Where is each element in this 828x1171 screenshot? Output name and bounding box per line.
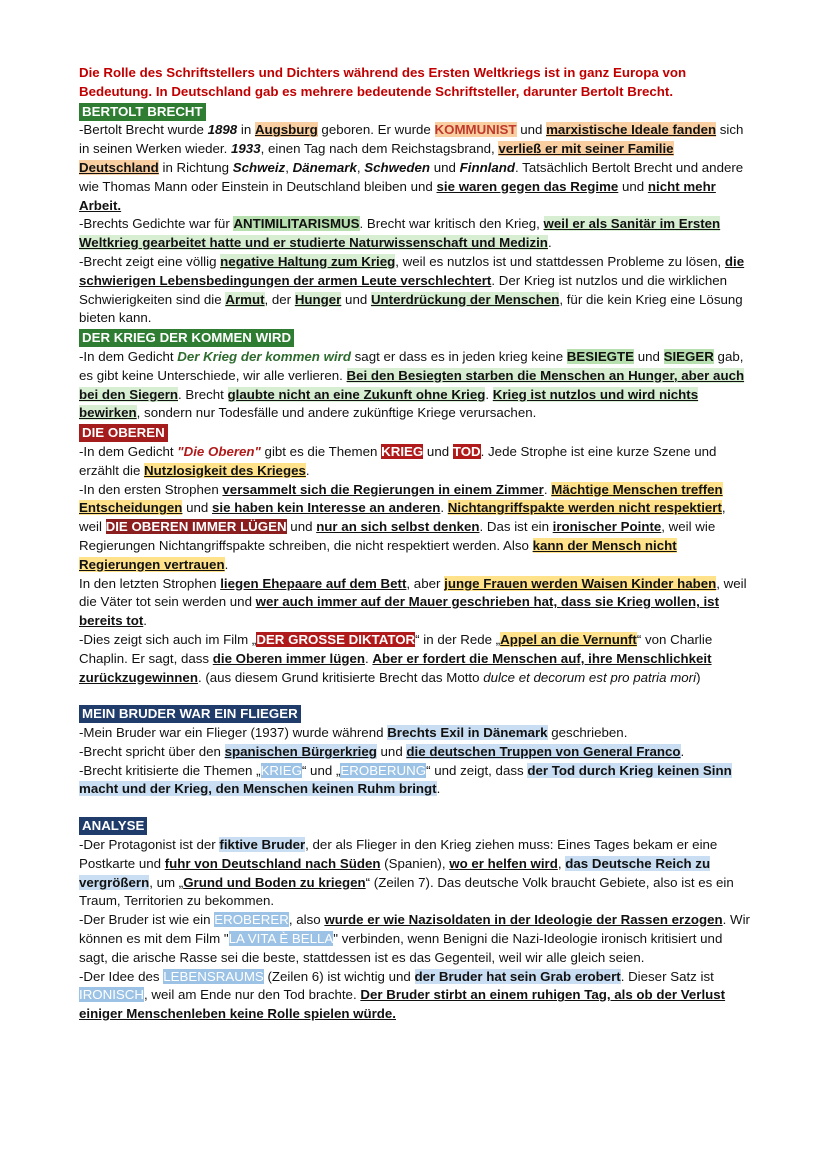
heading-bertolt-brecht: BERTOLT BRECHT xyxy=(79,103,206,121)
paragraph-grosse-diktator: -Dies zeigt sich auch im Film „DER GROSSE DIKTATOR“ in der Rede „Appel an die Vernunft“ von Charlie Chaplin. Er sagt, dass die Oberen immer lügen. Aber er fordert die Menschen auf, ihre Menschlichkeit zurückzugewinnen. (aus diesem Grund kritisierte Brecht das Motto dulce et decorum est pro patria mori) xyxy=(79,631,713,685)
heading-krieg-der-kommen-wird: DER KRIEG DER KOMMEN WIRD xyxy=(79,329,294,347)
paragraph-buergerkrieg: -Brecht spricht über den spanischen Bürgerkrieg und die deutschen Truppen von General Franco. xyxy=(79,743,685,759)
paragraph-eroberer: -Der Bruder ist wie ein EROBERER, also wurde er wie Nazisoldaten in der Ideologie der Rassen erzogen. Wir können es mit dem Film "LA VITA È BELLA" verbinden, wenn Benigni die Nazi-Ideologie ironisch kritisiert und sagt, die arische Rasse sei die beste, stattdessen ist es das Gegenteil, weil wir alle gleich seien. xyxy=(79,912,750,965)
paragraph-antimilitarismus: -Brechts Gedichte war für ANTIMILITARISMUS. Brecht war kritisch den Krieg, weil er als Sanitär im Ersten Weltkrieg gearbeitet hatte und er studierte Naturwissenschaft und Medizin. xyxy=(79,216,721,251)
paragraph-themen-krieg-eroberung: -Brecht kritisierte die Themen „KRIEG“ und „EROBERUNG“ und zeigt, dass der Tod durch Krieg keinen Sinn macht und der Krieg, den Menschen keinen Ruhm bringt. xyxy=(79,762,732,797)
heading-analyse: ANALYSE xyxy=(79,817,147,835)
paragraph-die-oberen-themen: -In dem Gedicht "Die Oberen" gibt es die Themen KRIEG und TOD. Jede Strophe ist eine kurze Szene und erzählt die Nutzlosigkeit des Krieges. xyxy=(79,443,717,478)
paragraph-lebensraum: -Der Idee des LEBENSRAUMS (Zeilen 6) ist wichtig und der Bruder hat sein Grab erobert. Dieser Satz ist IRONISCH, weil am Ende nur den Tod brachte. Der Bruder stirbt an einem ruhigen Tag, als ob der Verlust einiger Menschenleben keine Rolle spielen würde. xyxy=(79,968,726,1022)
paragraph-negative-haltung: -Brecht zeigt eine völlig negative Haltung zum Krieg, weil es nutzlos ist und stattdessen Probleme zu lösen, die schwierigen Lebensbedingungen der armen Leute verschlechtert. Der Krieg ist nutzlos und die wirklichen Schwierigkeiten sind die Armut, der Hunger und Unterdrückung der Menschen, für die kein Krieg eine Lösung bieten kann. xyxy=(79,253,745,326)
paragraph-exil: -Mein Bruder war ein Flieger (1937) wurde während Brechts Exil in Dänemark geschrieben. xyxy=(79,725,628,741)
paragraph-letzte-strophen: In den letzten Strophen liegen Ehepaare auf dem Bett, aber junge Frauen werden Waisen Kinder haben, weil die Väter tot sein werden und wer auch immer auf der Mauer geschrieben hat, dass sie Krieg wollen, ist bereits tot. xyxy=(79,575,747,629)
paragraph-brecht-bio: -Bertolt Brecht wurde 1898 in Augsburg geboren. Er wurde KOMMUNIST und marxistische Ideale fanden sich in seinen Werken wieder. 1933, einen Tag nach dem Reichstagsbrand, verließ er mit seiner Familie Deutschland in Richtung Schweiz, Dänemark, Schweden und Finnland. Tatsächlich Bertolt Brecht und andere wie Thomas Mann oder Einstein in Deutschland bleiben und sie waren gegen das Regime und nicht mehr Arbeit. xyxy=(79,122,744,213)
heading-mein-bruder: MEIN BRUDER WAR EIN FLIEGER xyxy=(79,705,301,723)
document-page xyxy=(79,64,751,1024)
intro-text: Die Rolle des Schriftstellers und Dichters während des Ersten Weltkriegs ist in ganz Europa von Bedeutung. In Deutschland gab es mehrere bedeutende Schriftsteller, darunter Bertolt Brecht. xyxy=(79,65,687,99)
paragraph-protagonist: -Der Protagonist ist der fiktive Bruder, der als Flieger in den Krieg ziehen muss: Eines Tages bekam er eine Postkarte und fuhr von Deutschland nach Süden (Spanien), wo er helfen wird, das Deutsche Reich zu vergrößern, um „Grund und Boden zu kriegen“ (Zeilen 7). Das deutsche Volk braucht Gebiete, also ist es ein Traum, Territorien zu bekommen. xyxy=(79,837,734,909)
heading-die-oberen: DIE OBEREN xyxy=(79,424,168,442)
paragraph-erste-strophen: -In den ersten Strophen versammelt sich die Regierungen in einem Zimmer. Mächtige Menschen treffen Entscheidungen und sie haben kein Interesse an anderen. Nichtangriffspakte werden nicht respektiert, weil DIE OBEREN IMMER LÜGEN und nur an sich selbst denken. Das ist ein ironischer Pointe, weil wie Regierungen Nichtangriffspakte schreiben, die nicht respektiert werden. Also kann der Mensch nicht Regierungen vertrauen. xyxy=(79,481,726,572)
paragraph-krieg-der-kommen-wird: -In dem Gedicht Der Krieg der kommen wird sagt er dass es in jeden krieg keine BESIEGTE und SIEGER gab, es gibt keine Unterschiede, wir alle verlieren. Bei den Besiegten starben die Menschen an Hunger, aber auch bei den Siegern. Brecht glaubte nicht an eine Zukunft ohne Krieg. Krieg ist nutzlos und wird nichts bewirken, sondern nur Todesfälle und andere zukünftige Kriege verursachen. xyxy=(79,348,745,421)
